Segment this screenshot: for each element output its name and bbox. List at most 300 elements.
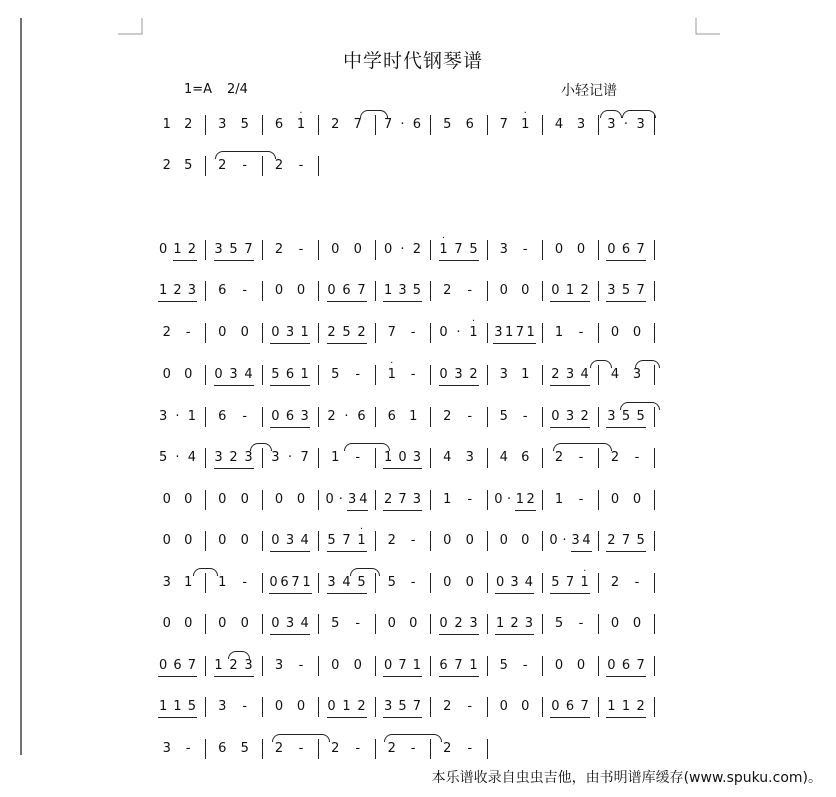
beam-line [606,717,645,718]
dash-mark: - [355,367,361,382]
note: 0 [214,367,223,382]
note: 3 [285,325,295,340]
dash-mark: - [410,741,416,756]
note: 0 [499,283,508,298]
note: 3 [636,117,645,132]
note: 0 [409,616,418,631]
bar-line [262,115,263,135]
note: 3 [244,658,253,673]
dot-mark: · [175,450,180,465]
bar-line [205,531,206,551]
tie-arc [620,402,660,410]
bar-line [430,614,431,634]
beam-line [550,717,589,718]
dash-mark: - [467,283,473,298]
note: 2 [173,283,182,298]
note: 3 [229,367,238,382]
dash-mark: - [242,699,248,714]
beam-line [158,717,197,718]
note: 5 [499,409,508,424]
note: 0 [331,242,340,257]
note: 0 [632,616,642,631]
note: 0 [353,242,362,257]
note: 5 [412,283,421,298]
note: 4 [300,533,309,548]
beam-line [383,676,422,677]
bar-line [654,448,655,468]
bar-line [487,531,488,551]
bar-line [262,490,263,510]
note: 0 [610,325,620,340]
tie-arc [384,734,442,742]
beam-line [606,676,645,677]
bar-line [430,365,431,385]
note: 0 [576,242,586,257]
beam-line [439,385,479,386]
note: 0 [443,533,452,548]
score-line [0,233,836,271]
note: 0 [387,616,396,631]
dash-mark: - [578,492,584,507]
note: 0 [494,492,503,507]
note: 0 [521,283,530,298]
bar-line [430,115,431,135]
score-line [0,698,836,728]
note: 0 [240,325,249,340]
note: 0 [576,658,586,673]
note: 1 [214,658,223,673]
note: 0 [384,242,393,257]
bar-line [375,531,376,551]
bar-line [430,490,431,510]
note: 5 [469,242,478,257]
note: 1 [621,699,631,714]
note: 0 [162,492,171,507]
note: 7 [398,658,407,673]
beam-line [327,551,367,552]
beam-line [270,634,309,635]
note: 7 [300,450,309,465]
note: 1 [409,409,418,424]
beam-line [383,301,422,302]
note: 3 [285,616,295,631]
bar-line [598,281,599,301]
note: 3 [565,367,575,382]
note: 0 [271,533,280,548]
bar-line [598,407,599,427]
note: 0 [439,616,448,631]
bar-line [205,697,206,717]
note: 5 [621,283,631,298]
note: 3 [524,616,533,631]
dash-mark: - [298,158,304,173]
note: 0 [610,492,620,507]
note: 2 [331,117,340,132]
dot-mark: · [623,117,629,132]
score-line [0,358,836,396]
bar-line [542,407,543,427]
note: 1 [173,699,182,714]
note: 3 [494,325,503,340]
note: 2 [554,450,564,465]
bar-line [262,281,263,301]
key-signature: 1=A [184,82,213,97]
dash-mark: - [242,283,248,298]
bar-line [318,115,319,135]
note: 7 [454,242,463,257]
note: 1 [607,699,616,714]
note: 6 [357,409,366,424]
beam-line [515,510,536,511]
bar-line [262,448,263,468]
bar-line [542,281,543,301]
bar-line [262,365,263,385]
beam-line [550,385,589,386]
note: 2 [580,409,589,424]
note: 4 [582,533,591,548]
note: 3 [274,658,284,673]
note: 7 [565,575,575,590]
note: 2 [607,533,616,548]
note: 0 [439,325,448,340]
note: 2 [187,242,196,257]
bar-line [318,490,319,510]
score-line [0,316,836,354]
bar-line [375,614,376,634]
note: 6 [439,658,448,673]
note: 4 [610,367,620,382]
beam-line [493,343,535,344]
note: 1 [469,658,478,673]
note: 1 [159,699,168,714]
note: 1 [302,575,311,590]
dot-mark: · [175,409,180,424]
note: 2 [454,616,463,631]
octave-dot: · [471,316,476,327]
note: 3 [607,283,616,298]
bar-line [318,448,319,468]
note: 7 [636,658,645,673]
note: 0 [610,616,620,631]
note: 3 [499,242,508,257]
note: 0 [162,616,171,631]
note: 5 [159,450,168,465]
beam-line [439,260,479,261]
dot-mark: · [338,492,343,507]
note: 0 [551,283,560,298]
note: 0 [551,699,560,714]
note: 0 [218,533,227,548]
note: 7 [357,283,366,298]
note: 7 [384,117,393,132]
bar-line [262,614,263,634]
score-line [0,491,836,521]
bar-line [375,739,376,759]
note: 0 [240,533,249,548]
beam-line [347,510,368,511]
note: 4 [443,450,452,465]
note: 3 [384,699,393,714]
tie-arc [590,360,612,368]
bar-line [205,323,206,343]
note: 1 [159,283,168,298]
note: 0 [607,242,616,257]
octave-dot: · [523,108,527,119]
bar-line [318,323,319,343]
dash-mark: - [355,616,361,631]
dash-mark: - [634,450,640,465]
note: 4 [342,575,351,590]
beam-line [606,551,645,552]
bar-line [430,573,431,593]
note: 2 [218,158,227,173]
note: 0 [327,699,336,714]
beam-line [269,593,312,594]
note: 7 [580,699,589,714]
bar-line [205,281,206,301]
bar-line [430,739,431,759]
tie-arc [622,110,656,118]
octave-dot: · [390,358,394,369]
note: 0 [271,409,280,424]
beam-line [214,385,254,386]
score-line [0,157,836,187]
note: 2 [610,575,620,590]
note: 0 [240,616,249,631]
beam-line [606,427,645,428]
note: 7 [353,117,362,132]
note: 0 [162,533,171,548]
score-line [0,408,836,438]
note: 1 [300,367,309,382]
note: 1 [496,616,505,631]
beam-line [327,593,367,594]
note: 1 [187,409,196,424]
note: 1 [387,367,396,382]
note: 1 [469,325,478,340]
bar-line [598,614,599,634]
dash-mark: - [578,450,584,465]
beam-line [550,301,589,302]
bar-line [430,656,431,676]
note: 0 [554,242,564,257]
note: 2 [162,158,171,173]
dash-mark: - [522,658,528,673]
note: 1 [504,325,514,340]
bar-line [318,407,319,427]
note: 3 [499,367,508,382]
bar-line [205,365,206,385]
note: 3 [576,117,586,132]
beam-line [571,551,592,552]
note: 3 [454,367,463,382]
dash-mark: - [410,575,416,590]
note: 5 [636,533,645,548]
beam-line [270,427,309,428]
dot-mark: · [456,325,461,340]
dash-mark: - [467,409,473,424]
bar-line [262,240,263,260]
note: 3 [571,533,580,548]
bar-line [487,407,488,427]
beam-line [383,510,422,511]
bar-line [654,614,655,634]
note: 7 [636,242,645,257]
dash-mark: - [522,242,528,257]
beam-line [439,634,479,635]
dash-mark: - [242,409,248,424]
note: 6 [218,409,227,424]
note: 4 [524,575,533,590]
note: 5 [554,616,564,631]
bar-line [487,490,488,510]
note: 0 [465,533,474,548]
bar-line [542,656,543,676]
bar-line [598,240,599,260]
bar-line [375,365,376,385]
bar-line [598,573,599,593]
bar-line [542,323,543,343]
bar-line [205,573,206,593]
note: 1 [384,450,393,465]
note: 5 [499,658,508,673]
beam-line [158,676,197,677]
note: 7 [636,283,645,298]
note: 0 [384,658,393,673]
bar-line [205,614,206,634]
note: 3 [465,450,474,465]
note: 5 [187,699,196,714]
beam-line [383,717,422,718]
beam-line [214,468,254,469]
note: 0 [607,658,616,673]
note: 0 [274,492,284,507]
beam-line [327,301,367,302]
note: 6 [565,699,575,714]
note: 1 [184,575,193,590]
dash-mark: - [355,450,361,465]
note: 0 [274,699,284,714]
note: 7 [412,699,421,714]
note: 3 [187,283,196,298]
bar-line [262,156,263,176]
note: 0 [325,492,334,507]
note: 2 [580,283,589,298]
note: 5 [342,325,351,340]
note: 2 [443,283,452,298]
bar-line [318,365,319,385]
beam-line [327,717,367,718]
note: 0 [499,533,508,548]
note: 3 [607,409,616,424]
note: 2 [610,450,620,465]
note: 0 [240,492,249,507]
bar-line [205,407,206,427]
bar-line [542,490,543,510]
note: 6 [521,450,530,465]
note: 5 [229,242,238,257]
beam-line [214,260,254,261]
bar-line [375,281,376,301]
beam-line [270,385,309,386]
note: 2 [162,325,171,340]
note: 2 [274,158,284,173]
note: 3 [398,283,407,298]
bar-line [654,573,655,593]
note: 6 [218,283,227,298]
note: 1 [296,117,306,132]
dot-mark: · [562,533,567,548]
bar-line [262,739,263,759]
bar-line [542,115,543,135]
note: 0 [184,492,193,507]
note: 1 [412,658,421,673]
bar-line [375,407,376,427]
bar-line [654,407,655,427]
note: 0 [271,325,280,340]
bar-line [430,407,431,427]
note: 1 [439,242,448,257]
note: 5 [271,367,280,382]
bar-line [654,697,655,717]
bar-line [262,697,263,717]
note: 2 [274,741,284,756]
note: 0 [184,616,193,631]
note: 2 [636,699,645,714]
bar-line [487,573,488,593]
bar-line [318,573,319,593]
bar-line [205,240,206,260]
note: 3 [469,616,478,631]
note: 0 [632,492,642,507]
note: 7 [244,242,253,257]
beam-line [606,260,645,261]
note: 0 [218,492,227,507]
note: 2 [331,741,340,756]
note: 3 [327,575,336,590]
bar-line [654,115,655,135]
bar-line [430,531,431,551]
note: 0 [549,533,558,548]
note: 2 [384,492,393,507]
note: 6 [285,367,295,382]
bar-line [542,531,543,551]
note: 7 [515,325,525,340]
bar-line [598,697,599,717]
dash-mark: - [298,242,304,257]
score-line [0,524,836,562]
note: 0 [521,699,530,714]
note: 3 [565,409,575,424]
dot-mark: · [507,492,512,507]
note: 5 [240,117,249,132]
bar-line [598,531,599,551]
note: 2 [229,658,238,673]
note: 6 [274,117,284,132]
note: 7 [187,658,196,673]
octave-dot: · [583,566,587,577]
note: 0 [327,283,336,298]
bar-line [318,697,319,717]
tie-arc [193,568,218,576]
tie-arc [215,151,276,159]
note: 3 [214,450,223,465]
note: 7 [387,325,396,340]
note: 1 [331,450,340,465]
note: 5 [357,575,366,590]
bar-line [430,240,431,260]
note: 3 [244,450,253,465]
